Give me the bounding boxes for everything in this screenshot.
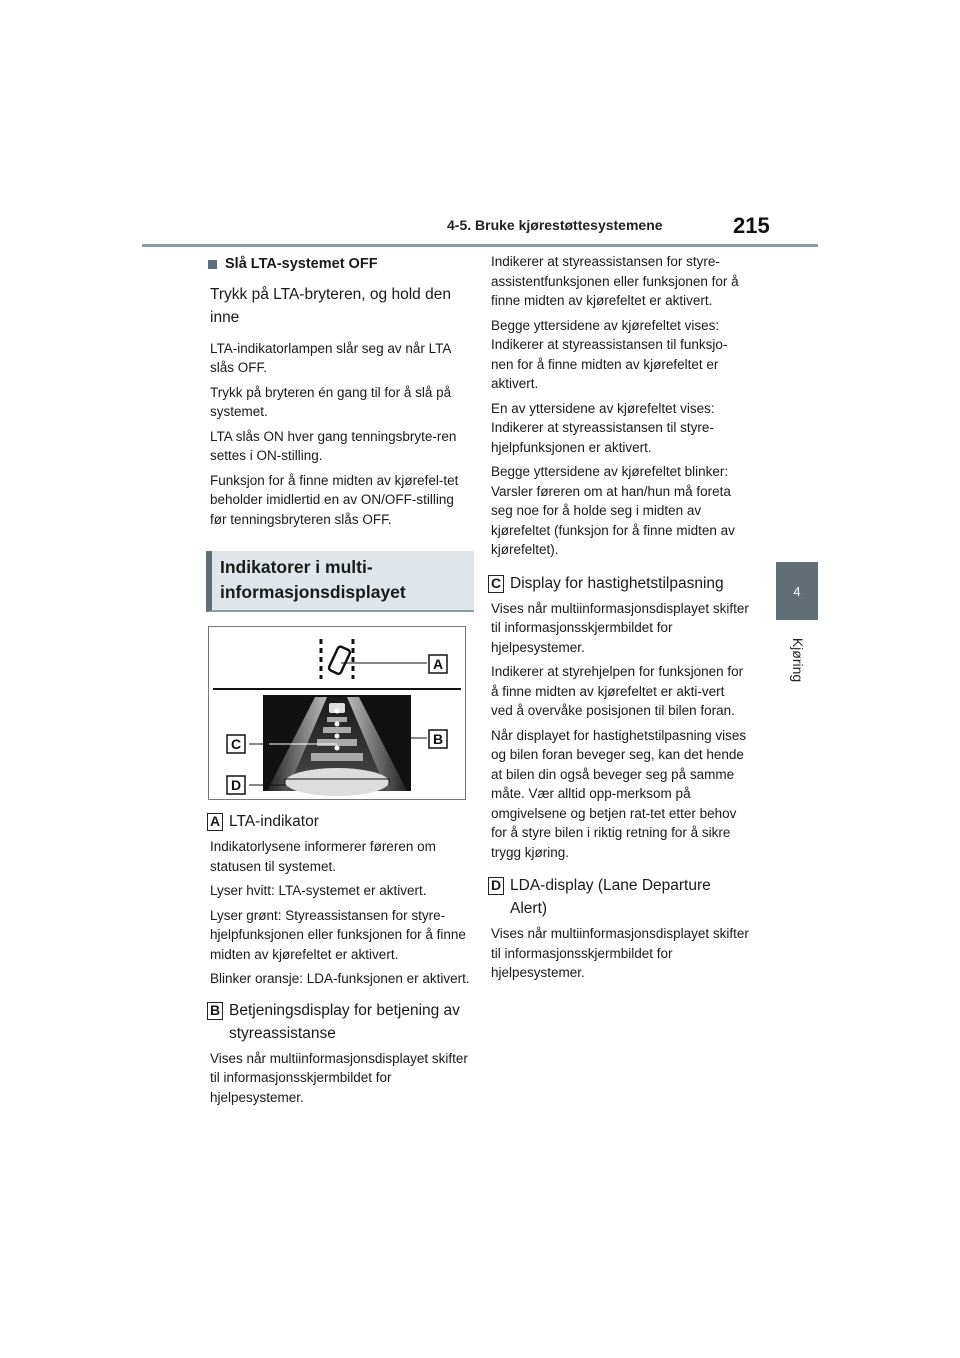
item-c-heading: C Display for hastighetstilpasning	[488, 572, 749, 595]
page-number: 215	[733, 213, 770, 238]
paragraph: Vises når multiinformasjonsdisplayet skifter til informasjonsskjermbildet for hjelpesystemer.	[491, 926, 749, 980]
chapter-label: Kjøring	[790, 637, 806, 683]
badge-d: D	[488, 877, 504, 895]
square-bullet-icon	[208, 260, 217, 269]
figure-label-b: B	[432, 731, 444, 747]
bullet-heading: Slå LTA-systemet OFF	[210, 255, 470, 275]
paragraph: Begge yttersidene av kjørefeltet blinker: Varsler føreren om at han/hun må foreta seg noe for å holde seg i midten av kjørefeltet (funksjon for å finne midten av kjørefeltet).	[491, 464, 735, 557]
paragraph: Trykk på bryteren én gang til for å slå på systemet.	[210, 384, 452, 419]
badge-b: B	[207, 1002, 223, 1020]
item-d-heading: D LDA-display (Lane Departure Alert)	[488, 874, 749, 920]
multi-info-display-illustration	[209, 627, 465, 799]
display-figure	[208, 626, 466, 800]
paragraph: Når displayet for hastighetstilpasning vises og bilen foran beveger seg, kan det hende at bilen din også beveger seg på samme måte. Vær alltid opp-merksom på omgivelsene og betjen rat-tet etter behov for å styre bilen i riktig retning for å sikre trygg kjøring.	[491, 727, 747, 860]
figure-label-d: D	[230, 777, 242, 793]
chapter-tab	[776, 562, 818, 620]
left-column	[210, 252, 470, 1112]
paragraph: Begge yttersidene av kjørefeltet vises: Indikerer at styreassistansen til funksjo-nen for å finne midten av kjørefeltet er aktivert.	[491, 317, 728, 391]
paragraph: Lyser hvitt: LTA-systemet er aktivert.	[210, 883, 427, 898]
paragraph: Lyser grønt: Styreassistansen for styre-hjelpfunksjonen eller funksjonen for å finne midten av kjørefeltet er aktivert.	[210, 907, 466, 962]
right-column	[491, 252, 749, 988]
paragraph: Vises når multiinformasjonsdisplayet skifter til informasjonsskjermbildet for hjelpesystemer.	[491, 600, 749, 655]
lead-instruction: Trykk på LTA-bryteren, og hold den inne	[210, 285, 451, 326]
section-heading: Indikatorer i multi-informasjonsdisplayet	[206, 551, 474, 612]
paragraph: Funksjon for å finne midten av kjørefel-tet beholder imidlertid en av ON/OFF-stilling før tenningsbryteren slås OFF.	[210, 472, 459, 527]
badge-a: A	[207, 813, 223, 831]
paragraph: Vises når multiinformasjonsdisplayet skifter til informasjonsskjermbildet for hjelpesystemer.	[210, 1050, 468, 1105]
paragraph: LTA slås ON hver gang tenningsbryte-ren settes i ON-stilling.	[210, 428, 457, 463]
item-b-heading: B Betjeningsdisplay for betjening av styreassistanse	[207, 999, 470, 1045]
figure-label-c: C	[230, 736, 242, 752]
figure-label-a: A	[432, 656, 444, 672]
lta-indicator-icon	[321, 639, 353, 679]
paragraph: LTA-indikatorlampen slår seg av når LTA slås OFF.	[210, 340, 451, 375]
chapter-number: 4	[793, 583, 801, 599]
paragraph: Indikerer at styreassistansen for styre-assistentfunksjonen eller funksjonen for å finne midten av kjørefeltet er aktivert.	[491, 254, 739, 308]
paragraph: Indikatorlysene informerer føreren om statusen til systemet.	[210, 839, 436, 874]
header-rule	[142, 244, 818, 247]
section-title: 4-5. Bruke kjørestøttesystemene	[447, 217, 663, 233]
paragraph: Indikerer at styrehjelpen for funksjonen for å finne midten av kjørefeltet er akti-vert ved å overvåke posisjonen til bilen foran.	[491, 664, 744, 718]
badge-c: C	[488, 575, 504, 593]
paragraph: En av yttersidene av kjørefeltet vises: Indikerer at styreassistansen til styre-hjelpfunksjonen er aktivert.	[491, 400, 715, 455]
paragraph: Blinker oransje: LDA-funksjonen er aktivert.	[210, 971, 470, 986]
item-a-heading: A LTA-indikator	[207, 810, 470, 833]
